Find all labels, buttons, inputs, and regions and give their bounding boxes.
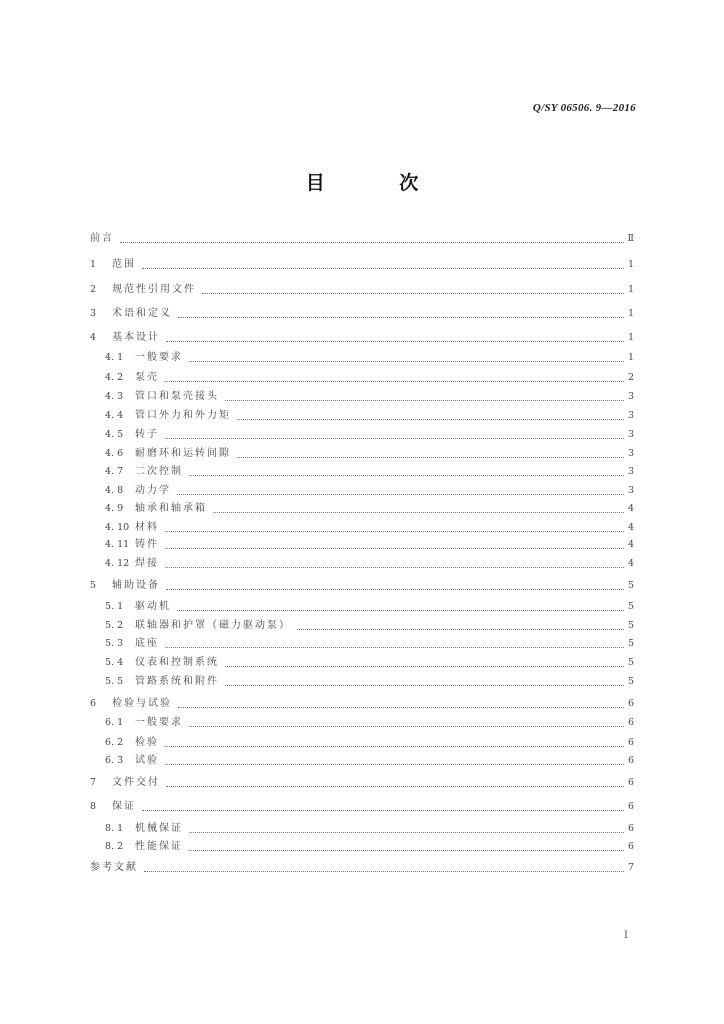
toc-entry[interactable] bbox=[105, 822, 634, 836]
toc-entry-label: 管口外力和外力矩 bbox=[135, 410, 231, 421]
toc-entry-number: 5. 3 bbox=[105, 638, 124, 649]
toc-entry-page: Ⅱ bbox=[627, 233, 634, 244]
toc-entry-number: 8 bbox=[90, 801, 97, 812]
toc-entry-label: 术语和定义 bbox=[112, 308, 172, 319]
toc-entry-number: 4. 9 bbox=[105, 503, 124, 514]
toc-entry-number: 6 bbox=[90, 698, 97, 709]
toc-leader-dots bbox=[144, 870, 624, 872]
toc-entry-page: 5 bbox=[627, 657, 634, 668]
toc-entry[interactable] bbox=[105, 465, 634, 479]
toc-entry-label: 驱动机 bbox=[135, 601, 171, 612]
toc-entry-page: 5 bbox=[627, 620, 634, 631]
toc-entry-number: 5. 1 bbox=[105, 601, 124, 612]
toc-entry[interactable] bbox=[90, 776, 634, 790]
toc-entry-page: 6 bbox=[627, 717, 634, 728]
toc-entry-page: 3 bbox=[627, 485, 634, 496]
toc-leader-dots bbox=[189, 849, 624, 851]
toc-entry[interactable] bbox=[105, 637, 634, 651]
toc-entry[interactable] bbox=[105, 754, 634, 768]
toc-leader-dots bbox=[202, 292, 624, 294]
toc-leader-dots bbox=[177, 609, 624, 611]
toc-leader-dots bbox=[178, 706, 624, 708]
toc-leader-dots bbox=[165, 547, 624, 549]
toc-entry-page: 6 bbox=[627, 698, 634, 709]
toc-entry-number: 3 bbox=[90, 308, 97, 319]
toc-entry-page: 6 bbox=[627, 801, 634, 812]
toc-entry-label: 参考文献 bbox=[90, 862, 138, 873]
toc-entry[interactable] bbox=[90, 283, 634, 297]
toc-entry-label: 规范性引用文件 bbox=[112, 284, 196, 295]
toc-leader-dots bbox=[142, 267, 624, 269]
toc-entry-number: 4. 10 bbox=[105, 522, 130, 533]
toc-entry-number: 4. 7 bbox=[105, 466, 124, 477]
toc-entry-page: 1 bbox=[627, 308, 634, 319]
toc-entry-label: 铸件 bbox=[135, 539, 159, 550]
toc-entry-page: 7 bbox=[627, 862, 634, 873]
toc-title: 目 次 bbox=[305, 172, 453, 194]
toc-entry-label: 辅助设备 bbox=[112, 580, 160, 591]
toc-entry[interactable] bbox=[105, 716, 634, 730]
toc-leader-dots bbox=[213, 511, 624, 513]
toc-entry[interactable] bbox=[105, 409, 634, 423]
toc-entry-label: 检验与试验 bbox=[112, 698, 172, 709]
toc-entry-label: 材料 bbox=[135, 522, 159, 533]
toc-entry-label: 动力学 bbox=[135, 485, 171, 496]
toc-entry-number: 4. 12 bbox=[105, 558, 130, 569]
toc-entry-label: 试验 bbox=[135, 755, 159, 766]
toc-entry-number: 2 bbox=[90, 284, 97, 295]
toc-entry[interactable] bbox=[105, 351, 634, 365]
toc-entry[interactable] bbox=[90, 800, 634, 814]
toc-entry[interactable] bbox=[105, 371, 634, 385]
toc-entry-label: 保证 bbox=[112, 801, 136, 812]
toc-entry-label: 管口和泵壳接头 bbox=[135, 391, 219, 402]
toc-entry[interactable] bbox=[105, 619, 634, 633]
toc-entry[interactable] bbox=[105, 428, 634, 442]
toc-entry-label: 二次控制 bbox=[135, 466, 183, 477]
toc-entry[interactable] bbox=[105, 736, 634, 750]
toc-entry[interactable] bbox=[90, 331, 634, 345]
toc-entry-page: 1 bbox=[627, 284, 634, 295]
toc-entry-number: 5 bbox=[90, 580, 97, 591]
toc-leader-dots bbox=[237, 456, 624, 458]
toc-entry-page: 3 bbox=[627, 391, 634, 402]
toc-entry-page: 5 bbox=[627, 580, 634, 591]
toc-entry[interactable] bbox=[105, 840, 634, 854]
toc-entry-number: 6. 3 bbox=[105, 755, 124, 766]
toc-entry-label: 管路系统和附件 bbox=[135, 676, 219, 687]
toc-entry[interactable] bbox=[105, 656, 634, 670]
toc-entry[interactable] bbox=[90, 258, 634, 272]
toc-entry-label: 文件交付 bbox=[112, 777, 160, 788]
toc-entry-number: 4. 2 bbox=[105, 372, 124, 383]
toc-entry[interactable] bbox=[105, 600, 634, 614]
toc-entry-label: 转子 bbox=[135, 429, 159, 440]
toc-entry-page: 3 bbox=[627, 429, 634, 440]
toc-entry-label: 范围 bbox=[112, 259, 136, 270]
toc-entry-page: 4 bbox=[627, 522, 634, 533]
toc-entry[interactable] bbox=[105, 538, 634, 552]
toc-leader-dots bbox=[165, 646, 624, 648]
toc-entry-page: 4 bbox=[627, 539, 634, 550]
toc-entry-number: 4. 4 bbox=[105, 410, 124, 421]
toc-entry-page: 3 bbox=[627, 466, 634, 477]
toc-leader-dots bbox=[142, 809, 624, 811]
toc-entry-page: 2 bbox=[627, 372, 634, 383]
toc-entry-page: 4 bbox=[627, 503, 634, 514]
toc-leader-dots bbox=[166, 588, 624, 590]
toc-entry-page: 5 bbox=[627, 676, 634, 687]
toc-entry[interactable] bbox=[105, 521, 634, 535]
toc-entry-number: 5. 4 bbox=[105, 657, 124, 668]
toc-leader-dots bbox=[165, 763, 624, 765]
toc-entry-label: 一般要求 bbox=[135, 717, 183, 728]
toc-leader-dots bbox=[237, 418, 624, 420]
toc-leader-dots bbox=[225, 665, 624, 667]
toc-entry-page: 1 bbox=[627, 352, 634, 363]
toc-entry-label: 耐磨环和运转间隙 bbox=[135, 448, 231, 459]
toc-leader-dots bbox=[166, 340, 624, 342]
toc-entry-number: 4. 5 bbox=[105, 429, 124, 440]
toc-entry-label: 底座 bbox=[135, 638, 159, 649]
page-number: I bbox=[624, 930, 628, 941]
toc-entry-label: 前言 bbox=[90, 233, 114, 244]
toc-entry-number: 1 bbox=[90, 259, 97, 270]
toc-leader-dots bbox=[165, 380, 624, 382]
toc-entry-page: 5 bbox=[627, 638, 634, 649]
toc-entry-label: 仪表和控制系统 bbox=[135, 657, 219, 668]
toc-entry-page: 6 bbox=[627, 755, 634, 766]
toc-entry-number: 8. 1 bbox=[105, 823, 124, 834]
toc-entry-page: 6 bbox=[627, 823, 634, 834]
toc-entry-number: 4. 6 bbox=[105, 448, 124, 459]
toc-leader-dots bbox=[189, 360, 624, 362]
toc-entry-page: 6 bbox=[627, 737, 634, 748]
toc-entry[interactable] bbox=[90, 307, 634, 321]
toc-leader-dots bbox=[165, 566, 624, 568]
toc-entry-number: 7 bbox=[90, 777, 97, 788]
toc-entry-label: 检验 bbox=[135, 737, 159, 748]
toc-leader-dots bbox=[178, 316, 624, 318]
toc-entry-label: 性能保证 bbox=[135, 841, 183, 852]
toc-entry-number: 6. 2 bbox=[105, 737, 124, 748]
toc-entry-page: 6 bbox=[627, 841, 634, 852]
toc-entry[interactable] bbox=[105, 390, 634, 404]
toc-entry[interactable] bbox=[90, 232, 634, 246]
toc-entry-number: 4. 1 bbox=[105, 352, 124, 363]
toc-entry[interactable] bbox=[105, 675, 634, 689]
toc-entry-label: 基本设计 bbox=[112, 332, 160, 343]
toc-leader-dots bbox=[225, 399, 624, 401]
toc-entry[interactable] bbox=[105, 557, 634, 571]
toc-leader-dots bbox=[165, 530, 624, 532]
toc-leader-dots bbox=[165, 437, 624, 439]
toc-entry[interactable] bbox=[105, 447, 634, 461]
toc-entry[interactable] bbox=[90, 579, 634, 593]
toc-entry-number: 6. 1 bbox=[105, 717, 124, 728]
toc-entry-label: 焊接 bbox=[135, 558, 159, 569]
toc-leader-dots bbox=[189, 831, 624, 833]
toc-entry[interactable] bbox=[90, 861, 634, 875]
toc-entry-number: 5. 2 bbox=[105, 620, 124, 631]
toc-leader-dots bbox=[189, 725, 624, 727]
toc-entry-label: 一般要求 bbox=[135, 352, 183, 363]
toc-entry-page: 1 bbox=[627, 332, 634, 343]
toc-entry-page: 5 bbox=[627, 601, 634, 612]
toc-entry[interactable] bbox=[105, 484, 634, 498]
toc-leader-dots bbox=[177, 493, 624, 495]
toc-leader-dots bbox=[189, 474, 624, 476]
toc-leader-dots bbox=[120, 241, 624, 243]
toc-entry-number: 8. 2 bbox=[105, 841, 124, 852]
toc-entry-label: 机械保证 bbox=[135, 823, 183, 834]
toc-entry-label: 联轴器和护罩（磁力驱动泵） bbox=[135, 620, 291, 631]
toc-entry-page: 3 bbox=[627, 448, 634, 459]
toc-leader-dots bbox=[225, 684, 624, 686]
toc-leader-dots bbox=[165, 745, 624, 747]
toc-entry-page: 3 bbox=[627, 410, 634, 421]
toc-entry-number: 4. 3 bbox=[105, 391, 124, 402]
toc-entry-label: 轴承和轴承箱 bbox=[135, 503, 207, 514]
toc-entry-label: 泵壳 bbox=[135, 372, 159, 383]
toc-entry-number: 4. 11 bbox=[105, 539, 130, 550]
toc-entry-number: 4 bbox=[90, 332, 97, 343]
toc-entry-number: 5. 5 bbox=[105, 676, 124, 687]
toc-entry-number: 4. 8 bbox=[105, 485, 124, 496]
document-code: Q/SY 06506. 9—2016 bbox=[532, 102, 636, 114]
toc-entry[interactable] bbox=[90, 697, 634, 711]
toc-leader-dots bbox=[166, 785, 624, 787]
toc-entry-page: 6 bbox=[627, 777, 634, 788]
toc-entry-page: 4 bbox=[627, 558, 634, 569]
toc-leader-dots bbox=[297, 628, 624, 630]
toc-entry-page: 1 bbox=[627, 259, 634, 270]
toc-entry[interactable] bbox=[105, 502, 634, 516]
